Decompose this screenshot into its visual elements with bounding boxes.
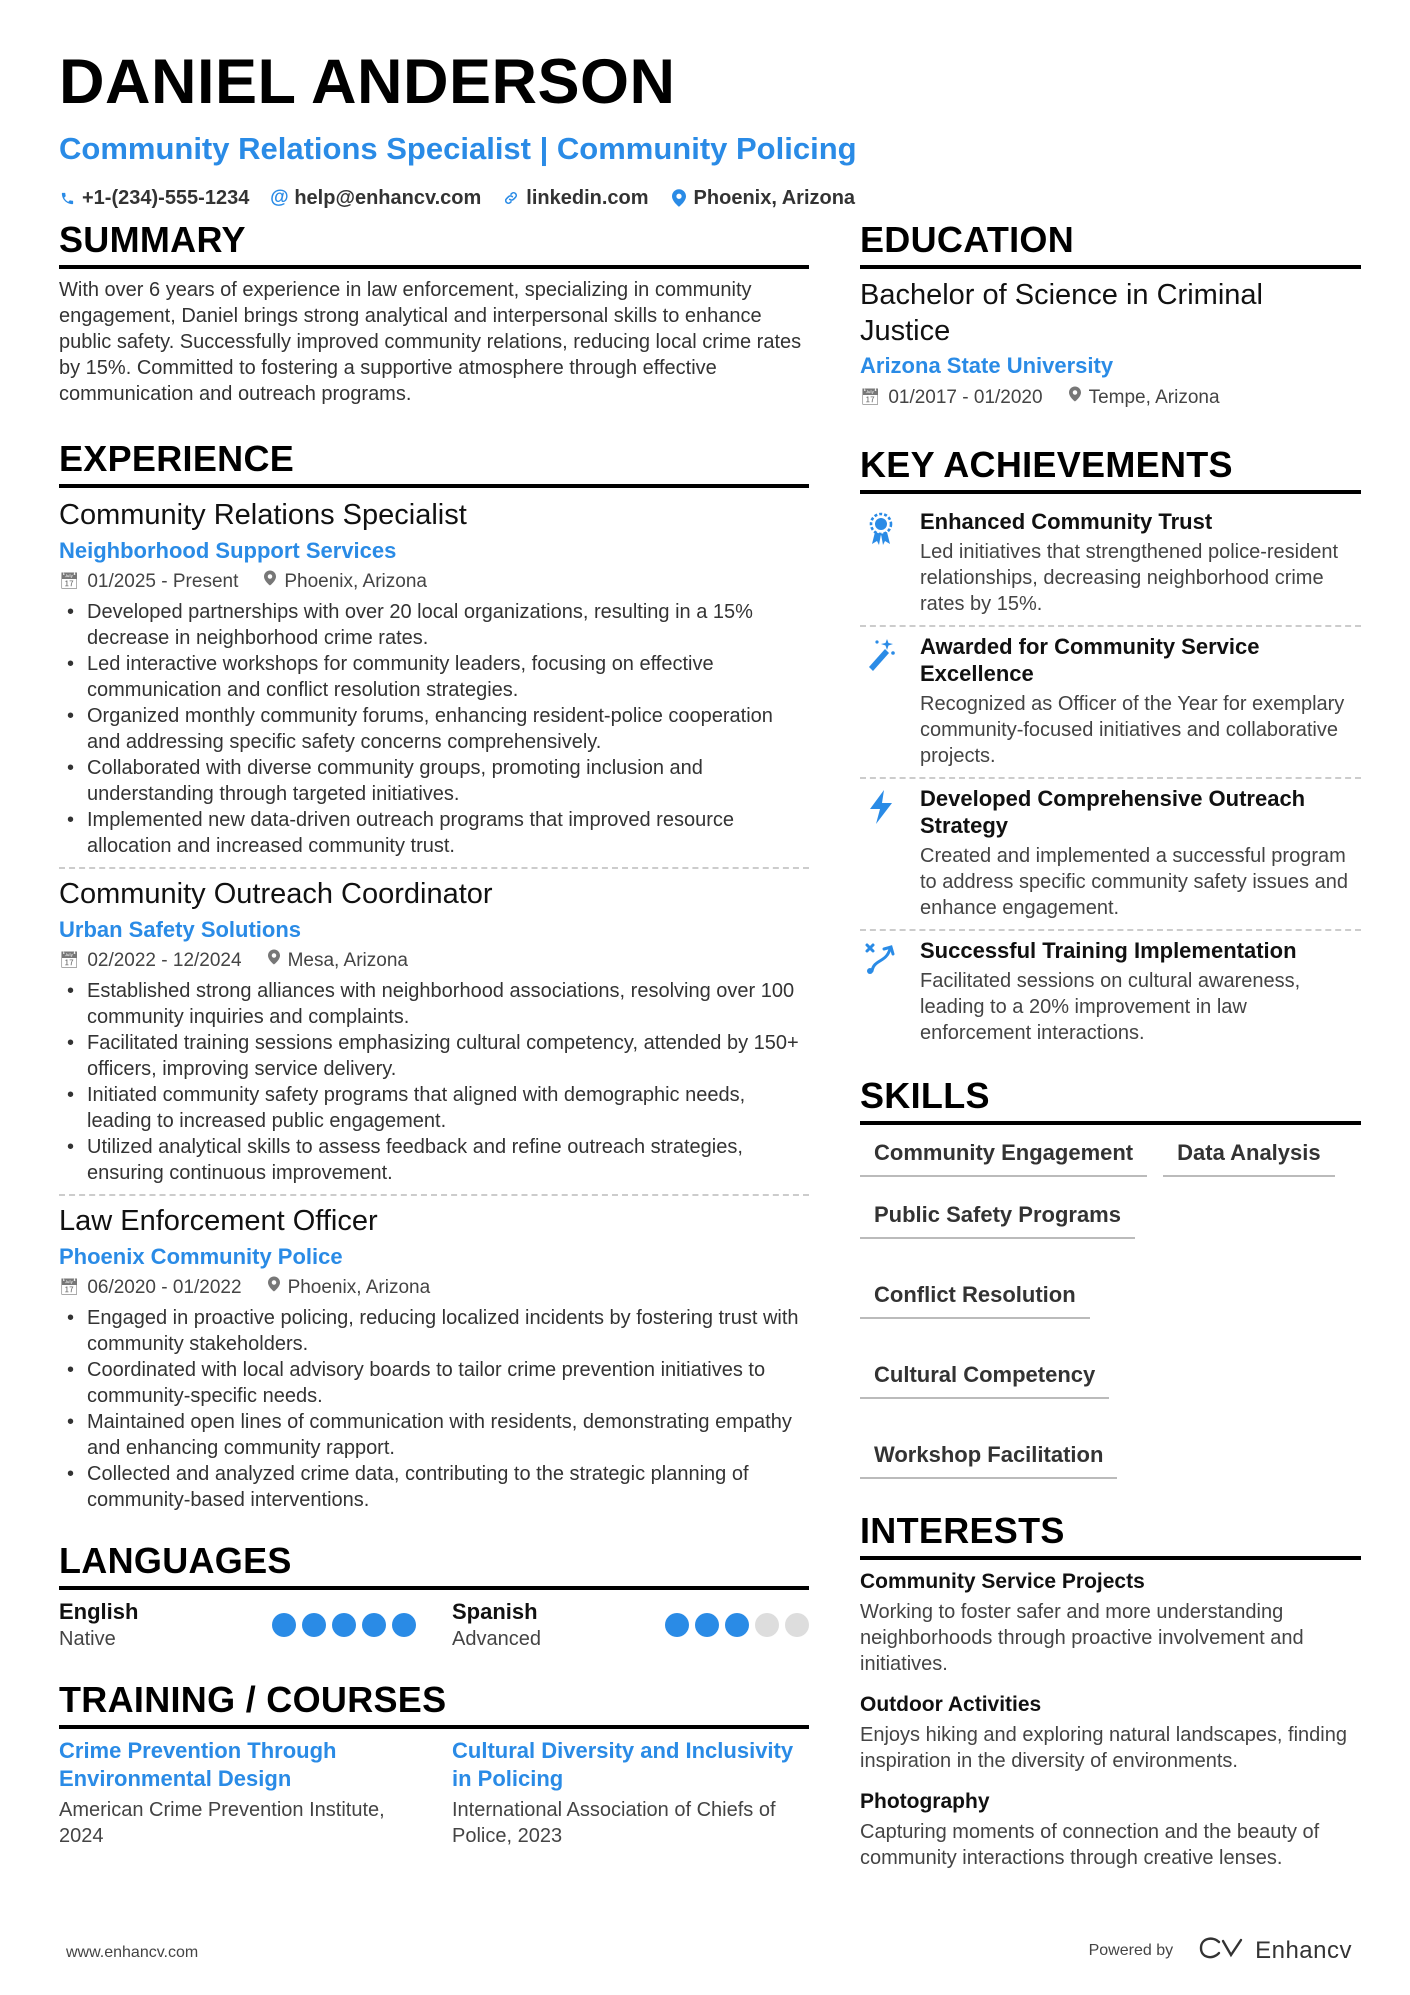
candidate-name: DANIEL ANDERSON — [59, 47, 676, 117]
job-role: Community Outreach Coordinator — [59, 878, 493, 910]
job-bullet: • Maintained open lines of communication with residents, demonstrating empathy and enhancing community rapport. — [59, 1409, 809, 1461]
contact-linkedin[interactable] — [503, 184, 648, 212]
experience-section — [59, 437, 809, 1521]
job-meta — [59, 946, 809, 976]
course-title: Cultural Diversity and Inclusivity in Policing — [452, 1738, 794, 1791]
achievement-item — [860, 929, 1361, 1054]
contact-linkedin-text: linkedin.com — [526, 187, 649, 209]
achievement-title: Successful Training Implementation — [920, 938, 1297, 963]
rating-dot — [392, 1613, 416, 1637]
job-role: Law Enforcement Officer — [59, 1205, 378, 1237]
section-divider — [59, 484, 809, 488]
achievement-desc: Facilitated sessions on cultural awareness, leading to a 20% improvement in law enforcement interactions. — [920, 970, 1301, 1044]
contact-location — [671, 184, 856, 212]
job-dates: 02/2022 - 12/2024 — [87, 950, 242, 971]
contact-location-text: Phoenix, Arizona — [693, 187, 856, 209]
language-name: Spanish — [452, 1599, 538, 1624]
powered-by-label: Powered by — [1088, 1941, 1174, 1959]
language-list — [59, 1598, 809, 1652]
job-bullet: • Engaged in proactive policing, reducing localized incidents by fostering trust with community stakeholders. — [59, 1305, 809, 1357]
job-bullet: • Collected and analyzed crime data, contributing to the strategic planning of community-based interventions. — [59, 1461, 809, 1513]
course-org: American Crime Prevention Institute, 2024 — [59, 1799, 385, 1847]
job-bullet: • Led interactive workshops for community leaders, focusing on effective communication and conflict resolution strategies. — [59, 651, 809, 703]
summary-section — [59, 218, 809, 407]
contact-phone-text: +1-(234)-555-1234 — [82, 187, 250, 209]
job-bullet: • Facilitated training sessions emphasizing cultural competency, attended by 150+ officers, improving service delivery. — [59, 1030, 809, 1082]
section-divider — [59, 265, 809, 269]
location-pin-icon — [264, 567, 276, 597]
magic-wand-icon — [860, 633, 902, 769]
lightning-bolt-icon — [860, 785, 902, 921]
interest-desc: Working to foster safer and more understanding neighborhoods through proactive involvement and initiatives. — [860, 1601, 1304, 1675]
languages-heading: LANGUAGES — [59, 1540, 292, 1581]
rating-dot — [785, 1613, 809, 1637]
achievements-section — [860, 443, 1361, 1054]
language-level: Advanced — [452, 1628, 541, 1650]
job-location: Phoenix, Arizona — [284, 571, 427, 592]
job-role: Community Relations Specialist — [59, 499, 467, 531]
summary-text: With over 6 years of experience in law enforcement, specializing in community engagement, Daniel brings strong analytical and interpersonal skills to enhance public safety. Successfully improved community relations, reducing local crime rates by 15%. Committed to fostering a supportive atmosphere through effective communication and outreach programs. — [59, 279, 802, 405]
achievement-desc: Recognized as Officer of the Year for exemplary community-focused initiatives and collaborative projects. — [920, 693, 1345, 767]
job-meta — [59, 1273, 809, 1303]
achievement-title: Enhanced Community Trust — [920, 509, 1213, 534]
achievement-desc: Created and implemented a successful program to address specific community safety issues and enhance engagement. — [920, 845, 1348, 919]
course-item — [452, 1737, 809, 1849]
rating-dot — [755, 1613, 779, 1637]
left-column — [59, 218, 809, 1849]
section-divider — [860, 490, 1361, 494]
experience-heading: EXPERIENCE — [59, 438, 295, 479]
job-bullet: • Implemented new data-driven outreach programs that improved resource allocation and increased community trust. — [59, 807, 809, 859]
job-dates: 01/2025 - Present — [87, 571, 239, 592]
job-bullet: • Coordinated with local advisory boards to tailor crime prevention initiatives to community-specific needs. — [59, 1357, 809, 1409]
achievement-item — [860, 777, 1361, 929]
job-entry — [59, 496, 809, 867]
achievements-heading: KEY ACHIEVEMENTS — [860, 444, 1233, 485]
footer-website[interactable]: www.enhancv.com — [66, 1944, 199, 1961]
job-meta — [59, 567, 809, 597]
achievement-item — [860, 625, 1361, 777]
language-item — [452, 1598, 809, 1652]
languages-section — [59, 1539, 809, 1652]
calendar-icon: 📅︎ — [59, 1279, 80, 1296]
calendar-icon: 📅︎ — [860, 389, 881, 406]
interests-heading: INTERESTS — [860, 1510, 1065, 1551]
language-level: Native — [59, 1628, 116, 1650]
contact-email-text: help@enhancv.com — [294, 187, 482, 209]
interest-title: Outdoor Activities — [860, 1693, 1042, 1716]
skill-tag: Public Safety Programs — [860, 1195, 1135, 1239]
training-section — [59, 1678, 809, 1849]
link-icon — [503, 189, 519, 207]
education-location: Tempe, Arizona — [1088, 387, 1220, 408]
achievement-desc: Led initiatives that strengthened police-resident relationships, decreasing neighborhood crime rates by 15%. — [920, 541, 1339, 615]
section-divider — [59, 1586, 809, 1590]
job-location: Phoenix, Arizona — [287, 1277, 431, 1298]
contact-email[interactable] — [271, 184, 481, 212]
education-meta — [860, 383, 1361, 413]
training-heading: TRAINING / COURSES — [59, 1679, 447, 1720]
language-name: English — [59, 1599, 139, 1624]
job-bullets — [59, 599, 809, 859]
at-icon: @ — [270, 187, 289, 208]
section-divider — [860, 1556, 1361, 1560]
rating-dot — [272, 1613, 296, 1637]
job-bullet: • Organized monthly community forums, enhancing resident-police cooperation and addressing specific safety concerns comprehensively. — [59, 703, 809, 755]
skill-tag: Cultural Competency — [860, 1355, 1109, 1399]
job-bullet: • Established strong alliances with neighborhood associations, resolving over 100 community inquiries and complaints. — [59, 978, 809, 1030]
rating-dot — [362, 1613, 386, 1637]
education-school: Arizona State University — [860, 353, 1114, 378]
rating-dot — [695, 1613, 719, 1637]
language-rating — [665, 1613, 809, 1637]
brand-name: Enhancv — [1255, 1936, 1352, 1964]
section-divider — [860, 1121, 1361, 1125]
job-dates: 06/2020 - 01/2022 — [87, 1277, 242, 1298]
skill-tag: Workshop Facilitation — [860, 1435, 1117, 1479]
education-degree: Bachelor of Science in Criminal Justice — [860, 279, 1263, 347]
section-divider — [860, 265, 1361, 269]
language-rating — [272, 1613, 416, 1637]
interest-desc: Capturing moments of connection and the beauty of community interactions through creative lenses. — [860, 1821, 1320, 1869]
job-bullets — [59, 978, 809, 1186]
location-pin-icon — [671, 189, 687, 207]
contact-phone[interactable] — [59, 184, 249, 212]
skill-tag: Community Engagement — [860, 1133, 1147, 1177]
achievement-title: Developed Comprehensive Outreach Strategy — [920, 786, 1306, 838]
rating-dot — [332, 1613, 356, 1637]
job-bullet: • Initiated community safety programs that aligned with demographic needs, leading to increased public engagement. — [59, 1082, 809, 1134]
interest-title: Community Service Projects — [860, 1570, 1145, 1593]
job-company: Neighborhood Support Services — [59, 538, 397, 563]
resume-header — [59, 42, 1359, 212]
job-company: Urban Safety Solutions — [59, 917, 302, 942]
enhancv-logo-icon — [1197, 1936, 1245, 1965]
education-section — [860, 218, 1361, 413]
course-title: Crime Prevention Through Environmental Design — [59, 1738, 337, 1791]
phone-icon — [59, 189, 75, 207]
strategy-path-icon — [860, 937, 902, 1046]
course-list — [59, 1737, 809, 1849]
interest-desc: Enjoys hiking and exploring natural landscapes, finding inspiration in the diversity of environments. — [860, 1724, 1347, 1772]
job-bullets — [59, 1305, 809, 1513]
location-pin-icon — [268, 946, 280, 976]
achievement-item — [860, 502, 1361, 625]
footer-branding[interactable] — [1089, 1936, 1352, 1965]
calendar-icon: 📅︎ — [59, 952, 80, 969]
skill-tag: Data Analysis — [1163, 1133, 1334, 1177]
interest-title: Photography — [860, 1790, 990, 1813]
job-entry — [59, 867, 809, 1194]
language-item — [59, 1598, 416, 1652]
location-pin-icon — [1069, 383, 1081, 413]
course-item — [59, 1737, 416, 1849]
summary-heading: SUMMARY — [59, 219, 246, 260]
education-dates: 01/2017 - 01/2020 — [888, 387, 1043, 408]
achievement-title: Awarded for Community Service Excellence — [920, 634, 1260, 686]
job-entry — [59, 1194, 809, 1521]
job-bullet: • Collaborated with diverse community groups, promoting inclusion and understanding through targeted initiatives. — [59, 755, 809, 807]
skill-list — [860, 1133, 1361, 1479]
candidate-title: Community Relations Specialist | Community Policing — [59, 131, 857, 166]
calendar-icon: 📅︎ — [59, 573, 80, 590]
rating-dot — [725, 1613, 749, 1637]
job-bullet: • Utilized analytical skills to assess feedback and refine outreach strategies, ensuring continuous improvement. — [59, 1134, 809, 1186]
location-pin-icon — [268, 1273, 280, 1303]
course-org: International Association of Chiefs of Police, 2023 — [452, 1799, 776, 1847]
rating-dot — [665, 1613, 689, 1637]
job-company: Phoenix Community Police — [59, 1244, 343, 1269]
job-bullet: • Developed partnerships with over 20 local organizations, resulting in a 15% decrease in neighborhood crime rates. — [59, 599, 809, 651]
right-column — [860, 218, 1361, 1885]
contact-bar — [59, 184, 1359, 212]
section-divider — [59, 1725, 809, 1729]
interests-section — [860, 1509, 1361, 1871]
skills-section — [860, 1074, 1361, 1479]
award-ribbon-icon — [860, 508, 902, 617]
skill-tag: Conflict Resolution — [860, 1275, 1090, 1319]
education-heading: EDUCATION — [860, 219, 1075, 260]
job-location: Mesa, Arizona — [287, 950, 408, 971]
skills-heading: SKILLS — [860, 1075, 990, 1116]
rating-dot — [302, 1613, 326, 1637]
